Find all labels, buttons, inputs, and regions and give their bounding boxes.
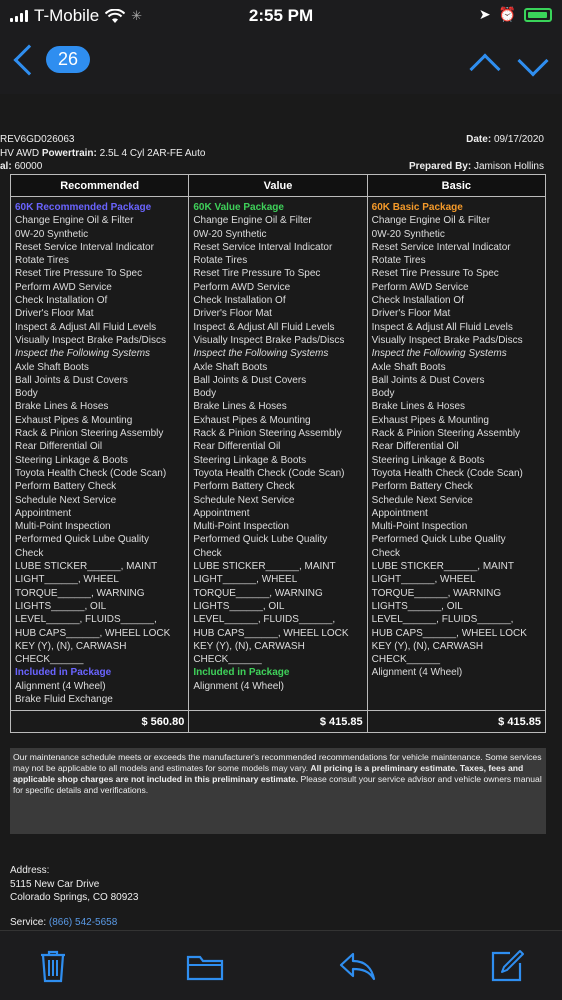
service-item: Appointment (371, 507, 428, 519)
mileage-label: al: (0, 161, 12, 172)
service-item: 0W-20 Synthetic (15, 228, 89, 240)
folder-icon[interactable] (186, 953, 224, 981)
activity-spinner-icon: ✳ (131, 8, 143, 23)
service-item: Rear Differential Oil (15, 441, 103, 453)
service-item: Visually Inspect Brake Pads/Discs (15, 334, 166, 346)
service-item: LIGHT______, WHEEL (193, 574, 298, 586)
service-item: LUBE STICKER______, MAINT (371, 561, 514, 573)
service-item: Performed Quick Lube Quality (371, 534, 506, 546)
service-item: LEVEL______, FLUIDS______, (371, 614, 514, 626)
included-item: Alignment (4 Wheel) (193, 680, 284, 692)
service-item: 0W-20 Synthetic (371, 228, 445, 240)
service-item: Inspect & Adjust All Fluid Levels (371, 321, 513, 333)
service-item: Axle Shaft Boots (15, 361, 89, 373)
column-value (189, 197, 367, 711)
address-label: Address: (10, 865, 50, 876)
service-item: Driver's Floor Mat (371, 308, 451, 320)
service-item: LIGHT______, WHEEL (15, 574, 119, 586)
column-recommended (11, 197, 189, 711)
service-item: Body (371, 388, 395, 400)
disclaimer-text-1: Our maintenance schedule meets or exceeds the manufacturer's recommended recommendations for vehicle maintenance. Some services may not be applicable to all models and estimates for some models may vary. (13, 752, 542, 773)
total-recommended: $ 560.80 (11, 711, 189, 733)
prepared-by-field (409, 161, 544, 172)
service-item: Exhaust Pipes & Mounting (371, 414, 489, 426)
address-line-1: 5115 New Car Drive (10, 878, 100, 890)
service-item: HUB CAPS______, WHEEL LOCK (15, 627, 171, 639)
service-item: Perform Battery Check (371, 481, 473, 493)
service-item: Check (371, 547, 401, 559)
date-value: 09/17/2020 (493, 134, 544, 145)
service-item: Multi-Point Inspection (371, 521, 468, 533)
service-item: Rack & Pinion Steering Assembly (15, 428, 164, 440)
service-item: Steering Linkage & Boots (193, 454, 307, 466)
chevron-left-icon (13, 44, 44, 75)
service-item: Check Installation Of (15, 295, 108, 307)
totals-row (11, 711, 546, 733)
email-body (0, 94, 562, 930)
location-icon: ➤ (478, 6, 491, 22)
service-item: Inspect the Following Systems (15, 348, 151, 360)
unread-count-badge: 26 (46, 46, 90, 73)
service-item: Check (15, 547, 44, 559)
service-item: LIGHTS______, OIL (193, 600, 285, 612)
service-item: Visually Inspect Brake Pads/Discs (193, 334, 345, 346)
service-item: Perform Battery Check (15, 481, 117, 493)
date-field (466, 134, 544, 145)
service-item: Rack & Pinion Steering Assembly (193, 428, 342, 440)
package-comparison-table (10, 174, 546, 733)
service-item: Brake Lines & Hoses (15, 401, 109, 413)
service-item: LUBE STICKER______, MAINT (15, 561, 158, 573)
service-item: Multi-Point Inspection (15, 521, 111, 533)
date-label: Date: (466, 134, 492, 145)
service-item: Change Engine Oil & Filter (15, 215, 134, 227)
service-item: Appointment (193, 507, 250, 519)
header-recommended: Recommended (11, 175, 189, 197)
package-title: 60K Recommended Package (15, 202, 152, 213)
included-in-package-label: Included in Package (15, 667, 112, 679)
service-item: CHECK______ (193, 654, 262, 666)
service-item: Driver's Floor Mat (193, 308, 272, 320)
service-item: CHECK______ (371, 654, 441, 666)
table-header-row (11, 175, 546, 197)
service-item: Schedule Next Service (15, 494, 117, 506)
service-item: Steering Linkage & Boots (15, 454, 128, 466)
service-item: Reset Tire Pressure To Spec (193, 268, 321, 280)
disclaimer-box (10, 748, 546, 834)
prepared-by-value: Jamison Hollins (473, 161, 544, 172)
service-item: Reset Service Interval Indicator (371, 241, 511, 253)
service-item: Rotate Tires (15, 255, 69, 267)
service-item: Toyota Health Check (Code Scan) (193, 467, 345, 479)
header-value: Value (189, 175, 367, 197)
service-item: Reset Service Interval Indicator (193, 241, 333, 253)
service-item: Reset Tire Pressure To Spec (15, 268, 143, 280)
service-label: Service: (10, 917, 47, 928)
service-item: Rack & Pinion Steering Assembly (371, 428, 521, 440)
service-item: CHECK______ (15, 654, 84, 666)
service-item: Rear Differential Oil (371, 441, 459, 453)
service-item: TORQUE______, WARNING (193, 587, 323, 599)
service-item: Brake Lines & Hoses (371, 401, 466, 413)
service-phone-row (10, 916, 117, 930)
back-button[interactable] (10, 46, 90, 73)
address-line-2: Colorado Springs, CO 80923 (10, 892, 139, 903)
service-item: Reset Tire Pressure To Spec (371, 268, 499, 280)
service-item: Steering Linkage & Boots (371, 454, 485, 466)
prepared-by-label: Prepared By: (408, 161, 472, 172)
service-item: Toyota Health Check (Code Scan) (371, 467, 523, 479)
service-item: HUB CAPS______, WHEEL LOCK (193, 627, 349, 639)
service-item: Visually Inspect Brake Pads/Discs (371, 334, 523, 346)
service-item: Exhaust Pipes & Mounting (15, 414, 133, 426)
service-item: HUB CAPS______, WHEEL LOCK (371, 627, 527, 639)
total-value: $ 415.85 (189, 711, 367, 733)
service-item: TORQUE______, WARNING (371, 587, 502, 599)
mail-toolbar (0, 930, 562, 1000)
total-basic: $ 415.85 (367, 711, 545, 733)
service-item: Ball Joints & Dust Covers (371, 374, 485, 386)
mileage-field (0, 161, 42, 172)
service-item: Performed Quick Lube Quality (193, 534, 328, 546)
service-item: KEY (Y), (N), CARWASH (371, 640, 484, 652)
service-item: LIGHTS______, OIL (15, 600, 107, 612)
service-item: Ball Joints & Dust Covers (15, 374, 128, 386)
service-item: Performed Quick Lube Quality (15, 534, 149, 546)
included-item: Brake Fluid Exchange (15, 693, 113, 705)
disclaimer-bold: All pricing is a preliminary estimate. Taxes, fees and applicable shop charges are not included in this preliminary estimate. (13, 763, 524, 784)
previous-message-icon[interactable] (469, 53, 500, 84)
service-item: Perform AWD Service (371, 281, 469, 293)
service-item: Rear Differential Oil (193, 441, 281, 453)
alarm-icon: ⏰ (498, 6, 516, 22)
service-item: Reset Service Interval Indicator (15, 241, 154, 253)
package-contents-row (11, 197, 546, 711)
service-item: LIGHTS______, OIL (371, 600, 463, 612)
battery-icon (524, 8, 552, 22)
service-item: LEVEL______, FLUIDS______, (193, 614, 336, 626)
service-item: Inspect the Following Systems (193, 348, 329, 360)
service-item: Change Engine Oil & Filter (371, 215, 491, 227)
service-item: Check (193, 547, 222, 559)
service-item: LIGHT______, WHEEL (371, 574, 476, 586)
service-item: Multi-Point Inspection (193, 521, 289, 533)
service-item: 0W-20 Synthetic (193, 228, 267, 240)
mileage-value: 60000 (14, 161, 43, 172)
header-basic: Basic (367, 175, 545, 197)
service-item: LUBE STICKER______, MAINT (193, 561, 336, 573)
service-item: Rotate Tires (193, 255, 248, 267)
service-item: Axle Shaft Boots (193, 361, 268, 373)
service-item: Body (193, 388, 217, 400)
message-nav-arrows (474, 50, 544, 80)
service-item: Schedule Next Service (193, 494, 295, 506)
reply-icon[interactable] (338, 951, 376, 981)
disclaimer-text-2: Please consult your service advisor and vehicle owners manual for specific details and verifications. (13, 774, 542, 795)
package-title: 60K Value Package (193, 202, 284, 213)
service-item: Check Installation Of (193, 295, 286, 307)
service-item: Ball Joints & Dust Covers (193, 374, 307, 386)
included-item: Alignment (4 Wheel) (15, 680, 106, 692)
vehicle-partial: HV AWD (0, 148, 40, 159)
service-item: Change Engine Oil & Filter (193, 215, 312, 227)
service-item: TORQUE______, WARNING (15, 587, 145, 599)
service-item: LEVEL______, FLUIDS______, (15, 614, 157, 626)
trash-icon[interactable] (38, 949, 68, 983)
service-item: Toyota Health Check (Code Scan) (15, 467, 167, 479)
carrier-name: T-Mobile (34, 6, 100, 25)
service-item: Driver's Floor Mat (15, 308, 94, 320)
address-block (10, 864, 138, 905)
service-item: Inspect & Adjust All Fluid Levels (15, 321, 157, 333)
service-item: Rotate Tires (371, 255, 426, 267)
service-item: Exhaust Pipes & Mounting (193, 414, 311, 426)
service-item: KEY (Y), (N), CARWASH (15, 640, 127, 652)
powertrain-value: 2.5L 4 Cyl 2AR-FE Auto (99, 148, 206, 159)
next-message-icon[interactable] (517, 45, 548, 76)
service-item: Inspect the Following Systems (371, 348, 507, 360)
service-phone-link[interactable]: (866) 542-5658 (48, 917, 118, 928)
included-item: Alignment (4 Wheel) (371, 667, 463, 679)
service-item: Schedule Next Service (371, 494, 473, 506)
status-bar (0, 0, 562, 32)
service-item: Perform Battery Check (193, 481, 295, 493)
mail-nav-bar (0, 32, 562, 94)
column-basic (367, 197, 545, 711)
service-item: Perform AWD Service (15, 281, 112, 293)
package-title: 60K Basic Package (371, 202, 463, 213)
service-item: Axle Shaft Boots (371, 361, 446, 373)
service-item: Appointment (15, 507, 72, 519)
service-item: Body (15, 388, 38, 400)
compose-icon[interactable] (490, 949, 524, 983)
status-right (479, 6, 552, 23)
clock: 2:55 PM (248, 6, 314, 25)
service-item: Check Installation Of (371, 295, 464, 307)
vin-partial: REV6GD026063 (0, 134, 75, 145)
service-item: Inspect & Adjust All Fluid Levels (193, 321, 335, 333)
service-item: Perform AWD Service (193, 281, 291, 293)
included-in-package-label: Included in Package (193, 667, 290, 679)
service-item: Brake Lines & Hoses (193, 401, 287, 413)
powertrain-label: Powertrain: (41, 148, 97, 159)
vehicle-field (0, 148, 205, 159)
service-item: KEY (Y), (N), CARWASH (193, 640, 305, 652)
